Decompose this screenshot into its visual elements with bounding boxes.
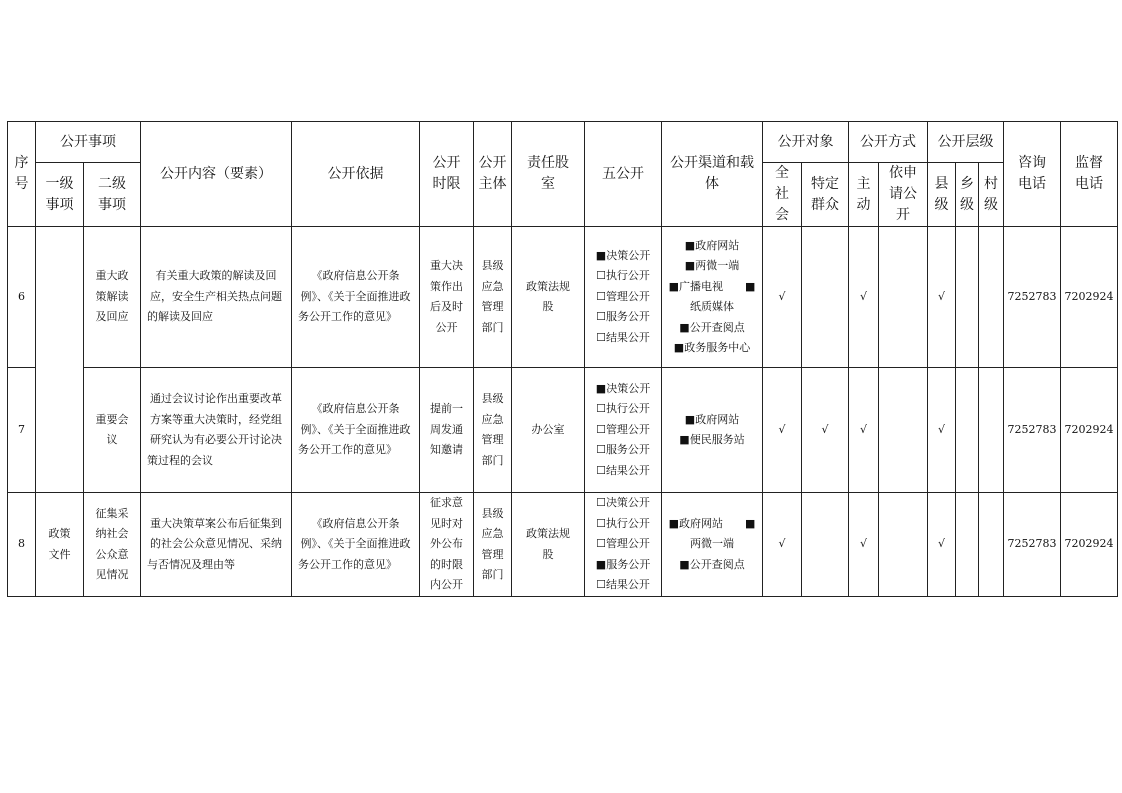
five-open-option [590, 266, 656, 287]
header-level-village [979, 163, 1004, 227]
checkbox-icon: ■ [595, 381, 607, 395]
row-level-county: √ [928, 368, 956, 493]
row-time-limit-line: 重大决 [430, 259, 463, 272]
header-level-county-line: 县 [934, 175, 949, 192]
header-level-town-line: 乡 [960, 175, 974, 192]
header-consult-phone [1004, 122, 1061, 227]
row-channels [662, 227, 763, 368]
header-target-specific-line: 特定 [811, 175, 839, 192]
row-subject-line: 应急 [481, 279, 504, 293]
five-open-label: 服务公开 [605, 310, 650, 324]
five-open-label: 服务公开 [605, 443, 650, 457]
five-open-option [590, 461, 656, 482]
row-level2 [84, 493, 141, 597]
header-time-limit [420, 122, 474, 227]
five-open-option [590, 493, 656, 514]
row-level2 [84, 227, 141, 368]
row-time-limit-line: 内公开 [430, 578, 463, 592]
checkbox-icon: ☐ [596, 537, 606, 551]
header-level-county-line: 级 [934, 196, 949, 213]
table-row [8, 493, 1118, 597]
row-subject-line: 县级 [481, 392, 504, 405]
header-method-apply-line: 请公 [889, 186, 917, 202]
header-level1-line: 事项 [45, 196, 74, 213]
row-subject-line: 县级 [481, 259, 504, 272]
table-row [8, 368, 1118, 493]
checkbox-icon: ☐ [596, 330, 606, 344]
row-content: 通过会议讨论作出重要改革方案等重大决策时，经党组研究认为有必要公开讨论决策过程的会议 [141, 368, 292, 493]
row-time-limit [420, 227, 474, 368]
row-level2-line: 见情况 [95, 568, 129, 581]
header-time-limit-line: 时限 [432, 176, 461, 192]
row-office [512, 368, 585, 493]
row-five-open [585, 493, 662, 597]
five-open-option [590, 307, 656, 328]
channel-item: ■政府网站 ■ [668, 516, 756, 530]
row-five-open [585, 227, 662, 368]
five-open-option [590, 440, 656, 461]
five-open-option [590, 555, 656, 576]
header-level-county [928, 163, 956, 227]
row-office [512, 227, 585, 368]
channel-item: ■公开查阅点 [679, 557, 745, 571]
row-content: 有关重大政策的解读及回应，安全生产相关热点问题的解读及回应 [141, 227, 292, 368]
row-time-limit-line: 见时对 [430, 516, 463, 530]
row-time-limit-line: 周发通 [430, 422, 463, 436]
row-subject-line: 管理 [481, 300, 504, 313]
row-office-line: 股 [542, 547, 554, 561]
header-consult-line: 电话 [1018, 176, 1046, 192]
row-method-apply [879, 493, 928, 597]
row-subject [474, 368, 512, 493]
checkbox-icon: ☐ [596, 496, 606, 510]
row-level2-line: 纳社会 [95, 527, 129, 540]
row-method-apply [879, 227, 928, 368]
row-target-specific [802, 227, 849, 368]
header-level2 [84, 163, 141, 227]
five-open-label: 执行公开 [605, 516, 650, 530]
row-level2 [84, 368, 141, 493]
five-open-label: 管理公开 [605, 289, 650, 303]
header-seq [8, 122, 36, 227]
row-level1-line: 政策 [48, 527, 71, 540]
checkbox-icon: ☐ [596, 310, 606, 324]
row-target-all: √ [763, 368, 802, 493]
row-supervise-phone: 7202924 [1061, 493, 1118, 597]
row-time-limit-line: 提前一 [430, 402, 463, 416]
header-method-apply [879, 163, 928, 227]
five-open-option [590, 514, 656, 535]
row-level-village [979, 227, 1004, 368]
five-open-option [590, 246, 656, 267]
header-channel-line: 公开渠道和载 [670, 155, 754, 171]
five-open-option [590, 420, 656, 441]
header-supervise-phone [1061, 122, 1118, 227]
row-level-village [979, 493, 1004, 597]
row-consult-phone: 7252783 [1004, 368, 1061, 493]
five-open-option [590, 287, 656, 308]
channel-item: ■便民服务站 [679, 433, 745, 446]
row-time-limit [420, 368, 474, 493]
row-time-limit-line: 公开 [435, 320, 458, 334]
channel-item: ■广播电视 ■ [668, 279, 756, 293]
header-method-active-line: 主 [856, 175, 871, 192]
header-target-specific [802, 163, 849, 227]
header-channel [662, 122, 763, 227]
five-open-label: 决策公开 [606, 248, 651, 262]
row-subject [474, 493, 512, 597]
header-target-all-line: 社 [775, 186, 789, 202]
five-open-option [590, 379, 656, 400]
channel-item: ■公开查阅点 [679, 320, 745, 334]
header-supervise-line: 监督 [1075, 155, 1103, 171]
header-method-active-line: 动 [856, 196, 871, 213]
row-level2-line: 议 [106, 433, 118, 446]
row-seq: 8 [8, 493, 36, 597]
row-level-town [956, 368, 979, 493]
checkbox-icon: ■ [595, 248, 607, 262]
header-method-apply-line: 开 [896, 207, 910, 223]
row-office-line: 股 [542, 300, 554, 313]
header-method-active [849, 163, 879, 227]
header-method-apply-line: 依申 [889, 165, 917, 181]
row-subject-line: 应急 [481, 412, 504, 426]
row-subject-line: 部门 [481, 568, 504, 581]
row-seq: 7 [8, 368, 36, 493]
row-level2-line: 策解读 [95, 289, 129, 303]
row-level-village [979, 368, 1004, 493]
five-open-label: 执行公开 [605, 269, 650, 283]
header-basis: 公开依据 [292, 122, 420, 227]
row-target-specific: √ [802, 368, 849, 493]
row-time-limit-line: 征求意 [430, 496, 463, 510]
row-basis: 《政府信息公开条例》、《关于全面推进政务公开工作的意见》 [292, 368, 420, 493]
header-level1 [36, 163, 84, 227]
row-level1-line: 文件 [48, 547, 71, 561]
header-target-all [763, 163, 802, 227]
row-subject-line: 管理 [481, 547, 504, 561]
row-level2-line: 征集采 [95, 506, 129, 520]
row-office-line: 办公室 [531, 422, 565, 436]
five-open-label: 管理公开 [605, 537, 650, 551]
header-level-group: 公开层级 [928, 122, 1004, 163]
checkbox-icon: ☐ [596, 578, 606, 592]
row-subject-line: 应急 [481, 527, 504, 540]
header-seq-line: 号 [14, 176, 29, 192]
header-method-group: 公开方式 [849, 122, 928, 163]
row-time-limit-line: 的时限 [430, 557, 463, 571]
row-content: 重大决策草案公布后征集到的社会公众意见情况、采纳与否情况及理由等 [141, 493, 292, 597]
header-consult-line: 咨询 [1018, 155, 1046, 171]
header-subject-line: 公开 [478, 155, 507, 171]
row-level2-line: 及回应 [95, 310, 129, 324]
row-method-apply [879, 368, 928, 493]
row-method-active: √ [849, 227, 879, 368]
channel-item: ■政务服务中心 [673, 341, 751, 354]
row-basis: 《政府信息公开条例》、《关于全面推进政务公开工作的意见》 [292, 493, 420, 597]
row-supervise-phone: 7202924 [1061, 227, 1118, 368]
header-subject [474, 122, 512, 227]
row-consult-phone: 7252783 [1004, 493, 1061, 597]
row-channels [662, 368, 763, 493]
row-subject-line: 部门 [481, 453, 504, 467]
header-level-town [956, 163, 979, 227]
header-content: 公开内容（要素） [141, 122, 292, 227]
five-open-label: 管理公开 [605, 422, 650, 436]
row-level2-line: 重大政 [95, 269, 129, 283]
row-office [512, 493, 585, 597]
header-five-open: 五公开 [585, 122, 662, 227]
five-open-label: 执行公开 [605, 402, 650, 416]
header-item-group: 公开事项 [36, 122, 141, 163]
header-subject-line: 主体 [478, 176, 507, 192]
row-time-limit-line: 外公布 [430, 537, 463, 551]
header-target-group: 公开对象 [763, 122, 849, 163]
row-seq: 6 [8, 227, 36, 368]
five-open-label: 服务公开 [606, 557, 651, 571]
five-open-label: 结果公开 [605, 463, 650, 477]
row-basis: 《政府信息公开条例》、《关于全面推进政务公开工作的意见》 [292, 227, 420, 368]
checkbox-icon: ☐ [596, 269, 606, 283]
disclosure-table [7, 121, 1118, 597]
row-method-active: √ [849, 493, 879, 597]
row-office-line: 政策法规 [526, 279, 570, 293]
channel-item: 纸质媒体 [690, 300, 734, 313]
row-time-limit-line: 后及时 [430, 300, 463, 313]
checkbox-icon: ☐ [596, 463, 606, 477]
row-subject-line: 管理 [481, 433, 504, 446]
row-target-all: √ [763, 493, 802, 597]
row-target-all: √ [763, 227, 802, 368]
header-office-line: 室 [541, 176, 555, 192]
header-seq-text [15, 153, 29, 195]
row-level-county: √ [928, 493, 956, 597]
row-channels [662, 493, 763, 597]
channel-item: ■两微一端 [684, 259, 740, 272]
header-target-all-line: 全 [775, 165, 789, 181]
checkbox-icon: ☐ [596, 443, 606, 457]
row-level-town [956, 493, 979, 597]
row-office-line: 政策法规 [526, 527, 570, 540]
channel-item: 两微一端 [690, 537, 734, 551]
row-level-town [956, 227, 979, 368]
header-target-specific-line: 群众 [811, 196, 839, 213]
row-supervise-phone: 7202924 [1061, 368, 1118, 493]
five-open-option [590, 328, 656, 349]
row-level1 [36, 227, 84, 493]
row-level-county: √ [928, 227, 956, 368]
header-level1-line: 一级 [45, 175, 74, 192]
header-channel-line: 体 [705, 176, 719, 192]
header-level-village-line: 级 [984, 196, 998, 213]
checkbox-icon: ☐ [596, 402, 606, 416]
checkbox-icon: ☐ [596, 289, 606, 303]
header-office [512, 122, 585, 227]
row-level2-line: 重要会 [95, 412, 129, 426]
row-target-specific [802, 493, 849, 597]
checkbox-icon: ☐ [596, 422, 606, 436]
five-open-label: 结果公开 [605, 330, 650, 344]
row-method-active: √ [849, 368, 879, 493]
row-time-limit [420, 493, 474, 597]
row-subject-line: 部门 [481, 320, 504, 334]
header-time-limit-line: 公开 [432, 155, 461, 171]
five-open-option [590, 399, 656, 420]
header-level2-line: 事项 [98, 196, 126, 213]
row-level2-line: 公众意 [95, 547, 129, 561]
five-open-label: 决策公开 [605, 496, 650, 510]
header-level-village-line: 村 [984, 175, 998, 192]
row-subject-line: 县级 [481, 506, 504, 520]
channel-item: ■政府网站 [684, 238, 740, 252]
row-five-open [585, 368, 662, 493]
row-subject [474, 227, 512, 368]
row-consult-phone: 7252783 [1004, 227, 1061, 368]
header-level-town-line: 级 [960, 196, 974, 213]
row-time-limit-line: 策作出 [430, 279, 463, 293]
five-open-label: 决策公开 [606, 381, 651, 395]
header-target-all-line: 会 [775, 207, 789, 223]
table-row [8, 227, 1118, 368]
row-level1 [36, 493, 84, 597]
channel-item: ■政府网站 [684, 412, 740, 426]
checkbox-icon: ☐ [596, 516, 606, 530]
header-supervise-line: 电话 [1075, 176, 1103, 192]
row-time-limit-line: 知邀请 [430, 443, 463, 457]
five-open-option [590, 534, 656, 555]
checkbox-icon: ■ [595, 557, 607, 571]
header-office-line: 责任股 [527, 155, 569, 171]
five-open-option [590, 575, 656, 596]
five-open-label: 结果公开 [605, 578, 650, 592]
header-level2-line: 二级 [98, 175, 126, 192]
header-seq-line: 序 [14, 155, 29, 171]
